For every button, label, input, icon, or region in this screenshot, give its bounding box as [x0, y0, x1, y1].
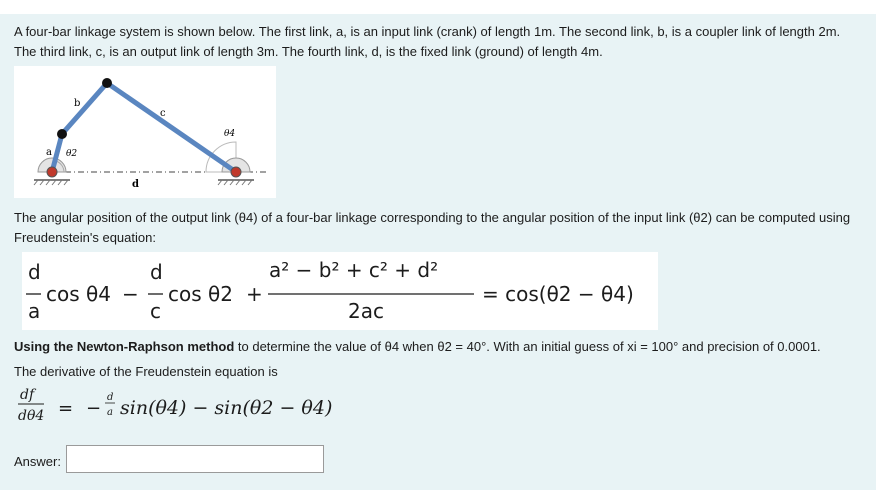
minus-sign: − [122, 282, 139, 306]
derivative-numerator: df [20, 387, 35, 403]
cos-theta2-term: cos θ2 [168, 282, 233, 306]
freudenstein-intro: The angular position of the output link (θ4) of a four-bar linkage corresponding to the angular position of the input link (θ2) can be computed using Freudenstein's equation: [14, 210, 851, 245]
left-pivot-pin [47, 167, 57, 177]
freudenstein-equation-svg [22, 252, 658, 330]
label-a: a [46, 147, 52, 158]
derivative-rest: sin(θ4) − sin(θ2 − θ4) [120, 397, 333, 419]
frac1-denominator: a [28, 299, 41, 323]
method-rest: to determine the value of θ4 when θ2 = 40°. With an initial guess of xi = 100° and precision of 0.0001. [234, 339, 821, 354]
small-frac-numerator: d [107, 392, 114, 403]
cos-theta4-term: cos θ4 [46, 282, 111, 306]
problem-intro: A four-bar linkage system is shown below. The first link, a, is an input link (crank) of length 1m. The second link, b, is a coupler link of length 2m. The third link, c, is an output link of length 3m. The fourth link, d, is the fixed link (ground) of length 4m. [14, 24, 841, 59]
frac2-denominator: c [150, 299, 161, 323]
label-d: d [132, 179, 139, 190]
method-bold: Using the Newton-Raphson method [14, 339, 235, 354]
linkage-svg [14, 66, 276, 198]
joint-bc [102, 78, 112, 88]
derivative-denominator: dθ4 [18, 408, 45, 424]
label-b: b [74, 98, 81, 109]
derivative-intro: The derivative of the Freudenstein equation is [14, 364, 278, 379]
method-text [14, 337, 864, 357]
joint-ab [57, 129, 67, 139]
frac2-numerator: d [150, 260, 163, 284]
derivative-minus: − [86, 398, 102, 419]
label-theta4: θ4 [224, 129, 236, 139]
derivative-equals: = [58, 398, 74, 419]
derivative-equation [14, 384, 374, 428]
answer-input[interactable] [66, 445, 324, 473]
small-frac-denominator: a [107, 407, 113, 418]
big-frac-denominator: 2ac [348, 299, 384, 323]
label-c: c [160, 108, 166, 119]
linkage-diagram [14, 66, 276, 198]
link-c [107, 83, 236, 172]
frac1-numerator: d [28, 260, 41, 284]
plus-sign: + [246, 282, 263, 306]
equation-rhs: = cos(θ2 − θ4) [482, 282, 634, 306]
big-frac-numerator: a² − b² + c² + d² [269, 258, 439, 282]
label-theta2: θ2 [66, 149, 78, 159]
right-pivot-pin [231, 167, 241, 177]
link-b [62, 83, 107, 134]
freudenstein-equation [22, 252, 658, 330]
top-bar [0, 0, 876, 14]
derivative-svg [14, 384, 374, 428]
answer-label: Answer: [14, 454, 61, 469]
